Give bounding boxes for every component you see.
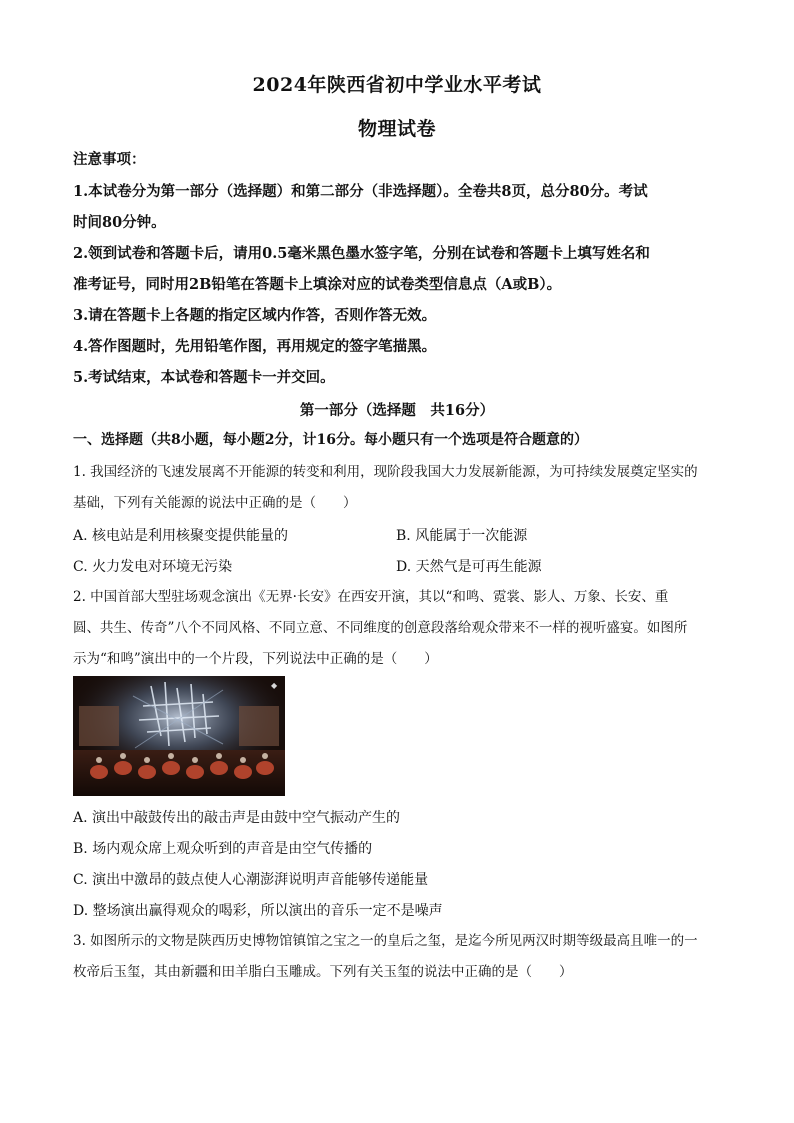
exam-subject: 物理试卷: [357, 118, 436, 140]
notice-item-5: 5.考试结束，本试卷和答题卡一并交回。: [73, 369, 335, 386]
performance-photo: [73, 676, 285, 796]
drum-performance-image: [73, 676, 285, 796]
q3-stem-2: 枚帝后玉玺，其由新疆和田羊脂白玉雕成。下列有关玉玺的说法中正确的是（ ）: [73, 964, 573, 980]
notice-item-2-cont: 准考证号，同时用2B铅笔在答题卡上填涂对应的试卷类型信息点（A或B）。: [73, 276, 562, 293]
svg-text:◆: ◆: [271, 681, 278, 690]
q2-option-c: C. 演出中激昂的鼓点使人心潮澎湃说明声音能够传递能量: [73, 872, 429, 888]
notice-item-3: 3.请在答题卡上各题的指定区域内作答，否则作答无效。: [73, 307, 437, 324]
q1-stem-1: 1. 我国经济的飞速发展离不开能源的转变和利用，现阶段我国大力发展新能源，为可持续发展奠定坚实的: [73, 464, 698, 480]
q2-option-d: D. 整场演出赢得观众的喝彩，所以演出的音乐一定不是噪声: [73, 903, 443, 919]
notice-item-1-cont: 时间80分钟。: [73, 214, 166, 231]
q2-stem-2: 圆、共生、传奇”八个不同风格、不同立意、不同维度的创意段落给观众带来不一样的视听盛宴。如图所: [73, 620, 688, 636]
part1-heading: 第一部分（选择题 共16分）: [299, 402, 495, 419]
q2-option-b: B. 场内观众席上观众听到的声音是由空气传播的: [73, 841, 373, 857]
notice-item-4: 4.答作图题时，先用铅笔作图，再用规定的签字笔描黑。: [73, 338, 437, 355]
q1-option-d: D. 天然气是可再生能源: [396, 559, 542, 575]
q1-stem-2: 基础，下列有关能源的说法中正确的是（ ）: [73, 495, 357, 511]
notice-item-1: 1.本试卷分为第一部分（选择题）和第二部分（非选择题）。全卷共8页，总分80分。考试: [73, 183, 648, 200]
exam-title: 2024年陕西省初中学业水平考试: [252, 74, 542, 96]
q1-option-b: B. 风能属于一次能源: [396, 528, 528, 544]
q1-option-a: A. 核电站是利用核聚变提供能量的: [73, 528, 289, 544]
q2-stem-3: 示为“和鸣”演出中的一个片段，下列说法中正确的是（ ）: [73, 651, 438, 667]
section-title: 一、选择题（共8小题，每小题2分，计16分。每小题只有一个选项是符合题意的）: [73, 432, 588, 448]
q2-option-a: A. 演出中敲鼓传出的敲击声是由鼓中空气振动产生的: [73, 810, 401, 826]
q3-stem-1: 3. 如图所示的文物是陕西历史博物馆镇馆之宝之一的皇后之玺，是迄今所见两汉时期等级最高且唯一的一: [73, 933, 698, 949]
q1-option-c: C. 火力发电对环境无污染: [73, 559, 233, 575]
q2-stem-1: 2. 中国首部大型驻场观念演出《无界·长安》在西安开演，其以“和鸣、霓裳、影人、万象、长安、重: [73, 589, 669, 605]
notice-heading: 注意事项：: [73, 151, 146, 168]
notice-item-2: 2.领到试卷和答题卡后，请用0.5毫米黑色墨水签字笔，分别在试卷和答题卡上填写姓名和: [73, 245, 650, 262]
